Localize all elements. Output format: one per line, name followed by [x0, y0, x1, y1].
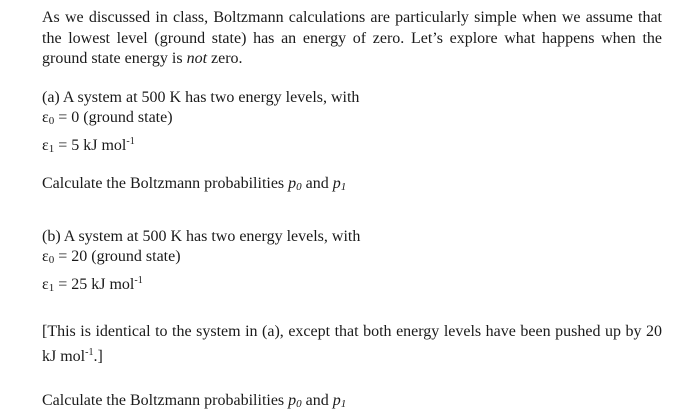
epsilon-symbol: ε	[42, 275, 49, 293]
note-text: [This is identical to the system in (a), except that both energy levels have been pushed up by 20 kJ mol	[42, 323, 662, 365]
epsilon-symbol: ε	[42, 109, 49, 126]
epsilon-subscript: 0	[48, 254, 55, 266]
epsilon-subscript: 1	[48, 281, 55, 294]
part-a-section	[42, 88, 662, 198]
epsilon-symbol: ε	[42, 248, 49, 265]
unit-superscript: -1	[126, 135, 135, 147]
epsilon-subscript: 0	[48, 115, 55, 127]
part-a-question	[42, 174, 662, 198]
eps0-value: = 0 (ground state)	[54, 109, 173, 126]
p0-subscript: 0	[296, 181, 302, 193]
eps1-value: = 5 kJ mol	[54, 136, 127, 154]
part-a-header: (a) A system at 500 K has two energy levels, with	[42, 88, 360, 106]
eps1-value: = 25 kJ mol	[54, 275, 135, 293]
p1-subscript: 1	[340, 181, 347, 193]
eps0-value: = 20 (ground state)	[54, 248, 181, 265]
document-page	[42, 8, 662, 415]
note-superscript: -1	[85, 346, 94, 358]
part-a-eps0-line	[42, 108, 662, 132]
part-b-eps0-line	[42, 247, 662, 271]
question-and: and	[301, 392, 333, 409]
p1-base: p	[332, 392, 341, 409]
question-text: Calculate the Boltzmann probabilities	[42, 392, 289, 409]
note-end: .]	[93, 347, 103, 365]
p0-base: p	[288, 175, 297, 192]
part-b-question	[42, 391, 662, 415]
p1-subscript: 1	[340, 398, 347, 410]
unit-superscript: -1	[134, 274, 143, 286]
intro-text-part2: zero.	[207, 50, 243, 67]
p0-subscript: 0	[296, 398, 302, 410]
part-a-eps1-line	[42, 132, 662, 160]
question-text: Calculate the Boltzmann probabilities	[42, 175, 289, 192]
intro-paragraph	[42, 8, 662, 70]
part-b-section	[42, 227, 662, 415]
part-b-eps1-line	[42, 271, 662, 299]
p0-base: p	[288, 392, 297, 409]
epsilon-subscript: 1	[48, 142, 55, 155]
question-and: and	[301, 175, 333, 192]
intro-emphasis: not	[186, 50, 208, 67]
p1-base: p	[332, 175, 341, 192]
intro-text-part1: As we discussed in class, Boltzmann calculations are particularly simple when we assume that the lowest level (ground state) has an energy of zero. Let’s explore what happens when the ground state energy is	[42, 9, 662, 67]
part-b-note	[42, 322, 662, 367]
part-b-header: (b) A system at 500 K has two energy levels, with	[42, 227, 361, 245]
epsilon-symbol: ε	[42, 136, 49, 154]
